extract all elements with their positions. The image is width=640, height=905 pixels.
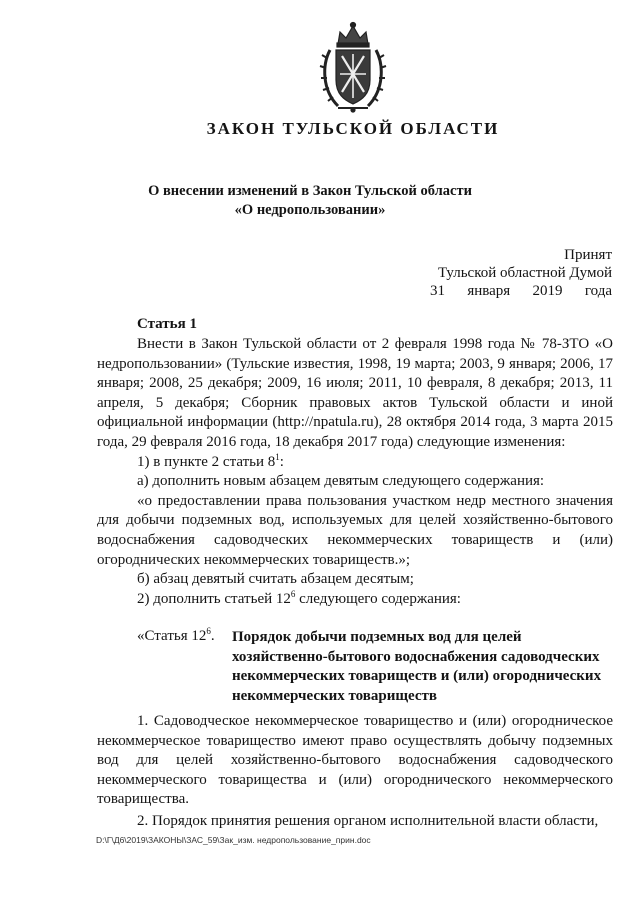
- article-1-heading: Статья 1: [137, 316, 197, 332]
- item-1: 1) в пункте 2 статьи $8^1$:: [137, 451, 284, 470]
- coat-of-arms-icon: [318, 20, 388, 116]
- adopted-by: Тульской областной Думой: [437, 265, 612, 281]
- document-title-line2: «О недропользовании»: [234, 202, 386, 218]
- document-title-line1: О внесении изменений в Закон Тульской области: [148, 183, 472, 199]
- article-12-6-body: [97, 712, 613, 832]
- item-1b: б) абзац девятый считать абзацем десятым;: [137, 571, 414, 588]
- article-12-6-heading: Порядок добычи подземных вод для целей хозяйственно-бытового водоснабжения садоводческих некоммерческих товариществ и (или) огороднических некоммерческих товариществ: [232, 629, 602, 704]
- article-12-6-point-1: 1. Садоводческое некоммерческое товарищество и (или) огородническое некоммерческое товарищество имеют право осуществлять добычу подземных вод для целей хозяйственно-бытового водоснабжения садоводческого некоммерческого товарищества и (или) огороднического некоммерческого товарищества.: [97, 713, 613, 808]
- adopted-label: Принят: [564, 247, 612, 263]
- law-title: ЗАКОН ТУЛЬСКОЙ ОБЛАСТИ: [206, 119, 500, 138]
- adopted-day: 31: [430, 283, 445, 299]
- article-1-intro: Внести в Закон Тульской области от 2 февраля 1998 года № 78-ЗТО «О недропользовании» (Тульские известия, 1998, 19 марта; 2003, 9 января; 2006, 17 января; 2008, 25 декабря; 2009, 16 июля; 2011, 10 февраля, 8 декабря; 2013, 11 апреля, 5 декабря; Сборник правовых актов Тульской области и иной официальной информации (http://npatula.ru), 28 октября 2014 года, 3 марта 2015 года, 29 февраля 2016 года, 18 декабря 2017 года) следующие изменения:: [97, 336, 613, 450]
- adopted-date: [430, 283, 612, 300]
- adopted-month: января: [467, 283, 511, 299]
- article-1-body: [97, 335, 613, 609]
- file-path-footer: D:\Г\Д6\2019\ЗАКОНЫ\ЗАС_59\Зак_изм. недропользование_прин.doc: [96, 835, 371, 845]
- adopted-year: 2019: [532, 283, 563, 299]
- item-1a: а) дополнить новым абзацем девятым следующего содержания:: [137, 473, 545, 490]
- article-12-6-point-2: 2. Порядок принятия решения органом исполнительной власти области,: [137, 812, 599, 829]
- adopted-year-word: года: [584, 283, 612, 299]
- inserted-paragraph: «о предоставлении права пользования участком недр местного значения для добычи подземных вод, используемых для целей хозяйственно-бытового водоснабжения садоводческих некоммерческих товариществ и (или) огороднических некоммерческих товариществ.»;: [97, 492, 613, 568]
- item-2: 2) дополнить статьей $12^6$ следующего содержания:: [137, 588, 461, 607]
- article-12-6-label: «Статья $12^6$.: [137, 626, 215, 644]
